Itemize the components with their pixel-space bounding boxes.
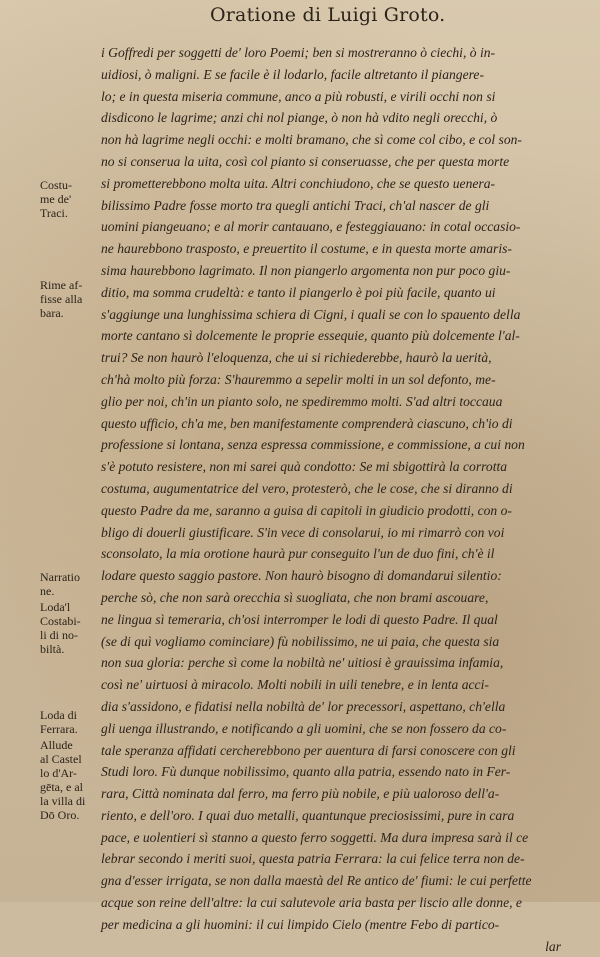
- text-line: s'è potuto resistere, non mi sarei quà condotto: Se mi sbigottirà la corrotta: [101, 459, 508, 475]
- margin-note-line: fisse alla: [40, 292, 83, 306]
- margin-note-line: Dō Oro.: [40, 808, 80, 822]
- text-line: ditio, ma somma crudeltà: e tanto il piangerlo è poi più facile, quanto ui: [101, 284, 496, 300]
- text-line: disdicono le lagrime; anzi chi nol piange, ò non hà vdito negli orecchi, ò: [101, 110, 498, 126]
- margin-note-line: lo d'Ar-: [40, 766, 77, 780]
- text-line: no si conserua la uita, così col pianto si conseruasse, che per questa morte: [101, 153, 510, 169]
- margin-note-line: bara.: [40, 306, 64, 320]
- text-line: perche sò, che non sarà orecchia sì suogliata, che non brami ascouare,: [101, 589, 489, 605]
- margin-note-line: Loda'l: [40, 600, 71, 614]
- text-line: si prometterebbono molta uita. Altri conchiudono, che se questo uenera-: [101, 175, 496, 191]
- text-line: rara, Città nominata dal ferro, ma ferro più nobile, e più ualoroso dell'a-: [101, 786, 500, 802]
- margin-note-ferrara: [40, 708, 100, 736]
- text-line: bilissimo Padre fosse morto tra quegli antichi Traci, ch'al nascer de gli: [101, 197, 490, 213]
- text-line: questo Padre da me, saranno a guisa di capitoli in giudicio prodotti, con o-: [101, 502, 512, 518]
- text-line: trui? Se non haurò l'eloquenza, che ui si richiederebbe, haurò la uerità,: [101, 350, 492, 366]
- text-line: pace, e uolentieri sì stanno a questo ferro soggetti. Ma dura impresa sarà il ce: [101, 829, 529, 845]
- text-line: professione si lontana, senza espressa commissione, e commissione, a cui non: [101, 437, 525, 453]
- margin-note-narratione: [40, 570, 100, 598]
- text-line: gli uenga illustrando, e notificando a gli uomini, che se non fossero da co-: [101, 720, 507, 736]
- margin-note-line: Costu-: [40, 178, 73, 192]
- margin-note-castello: [40, 738, 100, 822]
- margin-note-line: al Castel: [40, 752, 82, 766]
- text-line: bligo di douerli giustificare. S'in vece di consolarui, io mi rimarrò con voi: [101, 524, 505, 540]
- margin-note-line: Rime af-: [40, 278, 83, 292]
- margin-note-line: Narratio: [40, 570, 80, 584]
- text-line: lo; e in questa miseria commune, anco a più robusti, e virili occhi non si: [101, 88, 496, 104]
- text-line: ne lingua sì temeraria, ch'osi interromper le lodi di questo Padre. Il qual: [101, 611, 498, 627]
- text-line: s'aggiunge una lunghissima schiera di Cigni, i quali se con lo spauento della: [101, 306, 521, 322]
- text-line: (se di quì vogliamo cominciare) fù nobilissimo, ne ui paia, che questa sia: [101, 633, 500, 649]
- running-header: Oratione di Luigi Groto.: [210, 4, 446, 26]
- text-line: uomini piangeuano; e al morir cantauano, e festeggiauano: in cotal occasio-: [101, 219, 521, 235]
- text-line: così ne' uirtuosi à miracolo. Molti nobili in uili tenebre, e in lenta acci-: [101, 677, 489, 693]
- text-line: non hà lagrime negli occhi: e molti bramano, che sì come col cibo, e col son-: [101, 132, 522, 148]
- text-line: per medicina a gli huomini: il cui limpido Cielo (mentre Febo di partico-: [101, 916, 500, 932]
- text-line: i Goffredi per soggetti de' loro Poemi; ben si mostreranno ò ciechi, ò in-: [101, 45, 496, 60]
- margin-note-line: la villa di: [40, 794, 86, 808]
- margin-note-line: me de': [40, 192, 72, 206]
- margin-note-line: li di no-: [40, 628, 78, 642]
- margin-note-line: ne.: [40, 584, 55, 598]
- text-line: morte cantano sì dolcemente le proprie essequie, quanto più dolcemente l'al-: [101, 328, 520, 344]
- text-line: lodare questo saggio pastore. Non haurò bisogno di domandarui silentio:: [101, 568, 502, 584]
- margin-note-line: gēta, e al: [40, 780, 83, 794]
- margin-note-rime: [40, 278, 100, 320]
- margin-note-line: Loda di: [40, 708, 77, 722]
- margin-note-line: Ferrara.: [40, 722, 78, 736]
- text-line: gna d'esser irrigata, se non dalla maestà del Re antico de' fiumi: le cui perfette: [101, 873, 532, 889]
- margin-note-line: Costabi-: [40, 614, 81, 628]
- text-line: lebrar secondo i meriti suoi, questa patria Ferrara: la cui felice terra non de-: [101, 851, 525, 867]
- text-line: sconsolato, la mia orotione haurà pur conseguito l'un de duo fini, ch'è il: [101, 546, 495, 562]
- margin-note-line: Traci.: [40, 206, 68, 220]
- margin-note-line: Allude: [40, 738, 73, 752]
- text-line: acque son reine dell'altre: la cui salutevole aria basta per liscio alle donne, e: [101, 895, 522, 911]
- text-line: tale speranza affidati cercherebbono per auentura di farsi conoscere con gli: [101, 742, 516, 758]
- body-text: [101, 42, 573, 957]
- text-line: sima haurebbono lagrimato. Il non piangerlo argomenta non pur poco giu-: [101, 262, 511, 278]
- text-line: costuma, augumentatrice del vero, protesterò, che le cose, che si diranno di: [101, 480, 513, 496]
- text-line: dia s'assidono, e fidatisi nella nobiltà de' lor precessori, aspettano, ch'ella: [101, 698, 506, 714]
- margin-note-line: biltà.: [40, 642, 65, 656]
- margin-note-traci: [40, 178, 100, 220]
- margin-note-nobilta: [40, 600, 100, 656]
- text-line: uidiosi, ò maligni. E se facile è il lodarlo, facile altretanto il piangere-: [101, 66, 484, 82]
- text-line: Studi loro. Fù dunque nobilissimo, quanto alla patria, essendo nato in Fer-: [101, 764, 511, 780]
- text-line: questo ufficio, ch'a me, ben manifestamente comprenderà ciascuno, ch'io di: [101, 415, 513, 431]
- text-line: riento, e dell'oro. I quai duo metalli, quantunque preciosissimi, pure in cara: [101, 807, 515, 823]
- text-line: non sua gloria: perche sì come la nobiltà ne' uitiosi è grauissima infamia,: [101, 655, 504, 671]
- text-line: ch'hà molto più forza: S'hauremmo a sepelir molti in un sol defonto, me-: [101, 371, 496, 387]
- text-line: ne haurebbono traspostо, e preuertito il costume, e in questa morte amaris-: [101, 241, 512, 257]
- text-line: glio per noi, ch'in un pianto solo, ne spediremmo molti. S'ad altri toccaua: [101, 393, 503, 409]
- text-line: lar: [545, 938, 561, 954]
